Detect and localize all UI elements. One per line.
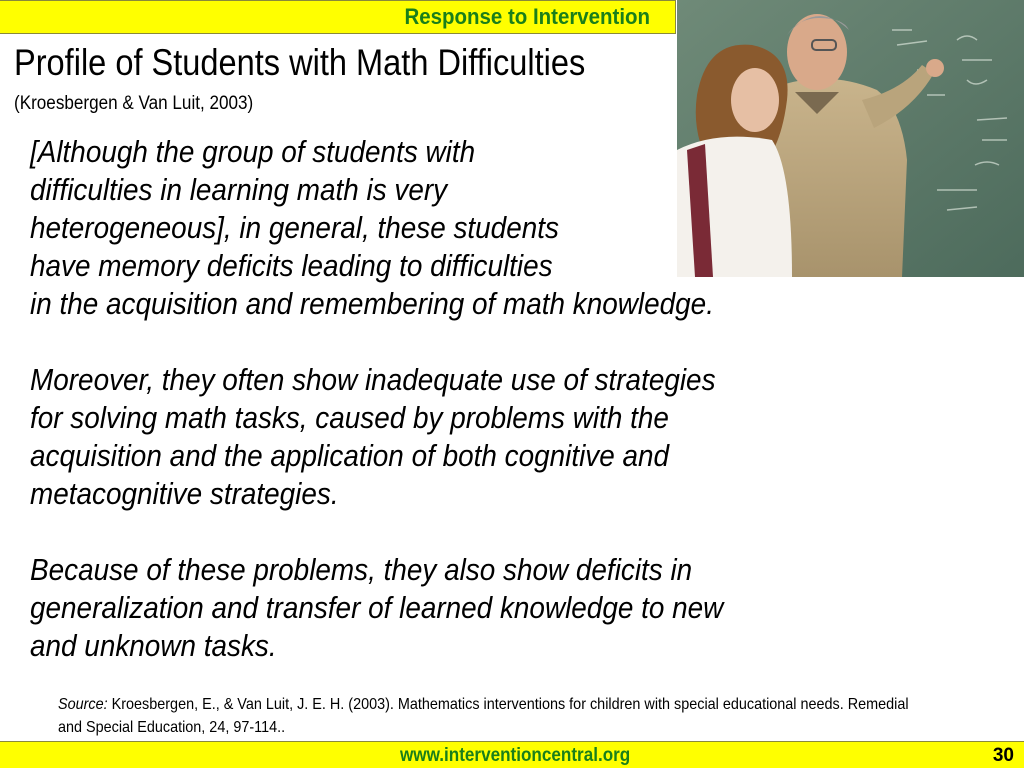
header-banner-text: Response to Intervention (404, 4, 650, 29)
paragraph-line: difficulties in learning math is very (30, 172, 448, 207)
paragraph-line: acquisition and the application of both cognitive and (30, 438, 670, 473)
footer-banner (0, 741, 1024, 768)
source-text: Kroesbergen, E., & Van Luit, J. E. H. (2003). Mathematics interventions for children with special educational needs. Remedial and Special Education, 24, 97-114.. (58, 696, 909, 736)
paragraph-line: [Although the group of students with (30, 134, 476, 169)
paragraph-2 (30, 361, 840, 513)
paragraph-line: Moreover, they often show inadequate use of strategies (30, 362, 716, 397)
source-label: Source: (58, 696, 108, 713)
paragraph-line: have memory deficits leading to difficulties (30, 248, 553, 283)
paragraph-1 (30, 133, 840, 323)
paragraph-line: heterogeneous], in general, these students (30, 210, 559, 245)
slide-title: Profile of Students with Math Difficulties (14, 42, 586, 83)
body-text (30, 133, 930, 665)
paragraph-3 (30, 551, 840, 665)
website-link[interactable]: www.interventioncentral.org (400, 745, 631, 766)
source-citation (58, 693, 922, 739)
paragraph-line: in the acquisition and remembering of math knowledge. (30, 286, 714, 321)
paragraph-line: for solving math tasks, caused by problems with the (30, 400, 669, 435)
paragraph-line: Because of these problems, they also show deficits in (30, 552, 693, 587)
slide-subtitle: (Kroesbergen & Van Luit, 2003) (14, 93, 254, 114)
paragraph-line: and unknown tasks. (30, 628, 277, 663)
paragraph-line: generalization and transfer of learned knowledge to new (30, 590, 724, 625)
slide-number: 30 (992, 745, 1014, 766)
header-banner (0, 0, 676, 34)
paragraph-line: metacognitive strategies. (30, 476, 339, 511)
